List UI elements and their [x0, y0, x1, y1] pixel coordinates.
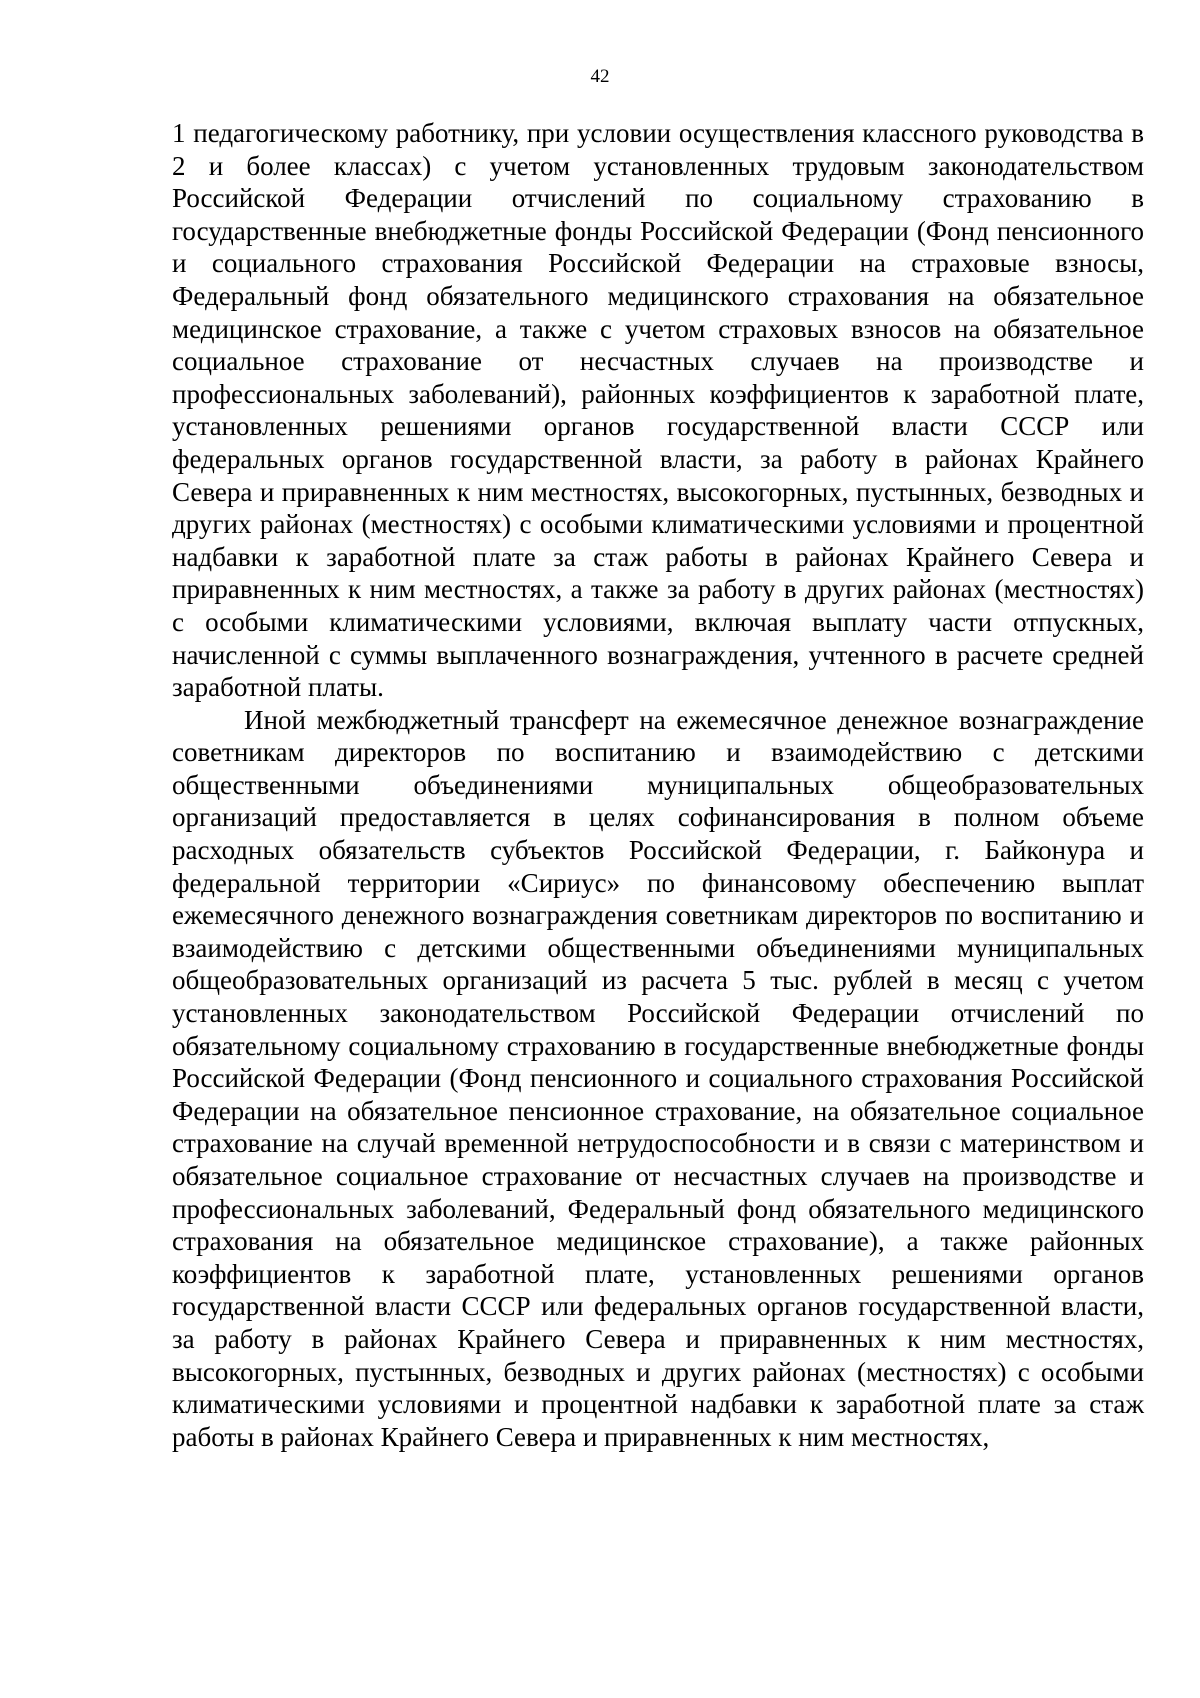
page-number: 42	[590, 66, 610, 87]
paragraph-interbudget-transfer: Иной межбюджетный трансферт на ежемесячное денежное вознаграждение советникам директоров по воспитанию и взаимодействию с детскими общественными объединениями муниципальных общеобразовательных организаций предоставляется в целях софинансирования в полном объеме расходных обязательств субъектов Российской Федерации, г. Байконура и федеральной территории «Сириус» по финансовому обеспечению выплат ежемесячного денежного вознаграждения советникам директоров по воспитанию и взаимодействию с детскими общественными объединениями муниципальных общеобразовательных организаций из расчета 5 тыс. рублей в месяц с учетом установленных законодательством Российской Федерации отчислений по обязательному социальному страхованию в государственные внебюджетные фонды Российской Федерации (Фонд пенсионного и социального страхования Российской Федерации на обязательное пенсионное страхование, на обязательное социальное страхование на случай временной нетрудоспособности и в связи с материнством и обязательное социальное страхование от несчастных случаев на производстве и профессиональных заболеваний, Федеральный фонд обязательного медицинского страхования на обязательное медицинское страхование), а также районных коэффициентов к заработной плате, установленных решениями органов государственной власти СССР или федеральных органов государственной власти, за работу в районах Крайнего Севера и приравненных к ним местностях, высокогорных, пустынных, безводных и других районах (местностях) с особыми климатическими условиями и процентной надбавки к заработной плате за стаж работы в районах Крайнего Севера и приравненных к ним местностях,	[172, 704, 1144, 1452]
document-body	[172, 117, 1144, 1453]
paragraph-continuation: 1 педагогическому работнику, при условии осуществления классного руководства в 2 и более классах) с учетом установленных трудовым законодательством Российской Федерации отчислений по социальному страхованию в государственные внебюджетные фонды Российской Федерации (Фонд пенсионного и социального страхования Российской Федерации на страховые взносы, Федеральный фонд обязательного медицинского страхования на обязательное медицинское страхование, а также с учетом страховых взносов на обязательное социальное страхование от несчастных случаев на производстве и профессиональных заболеваний), районных коэффициентов к заработной плате, установленных решениями органов государственной власти СССР или федеральных органов государственной власти, за работу в районах Крайнего Севера и приравненных к ним местностях, высокогорных, пустынных, безводных и других районах (местностях) с особыми климатическими условиями и процентной надбавки к заработной плате за стаж работы в районах Крайнего Севера и приравненных к ним местностях, а также за работу в других районах (местностях) с особыми климатическими условиями, включая выплату части отпускных, начисленной с суммы выплаченного вознаграждения, учтенного в расчете средней заработной платы.	[172, 118, 1144, 703]
